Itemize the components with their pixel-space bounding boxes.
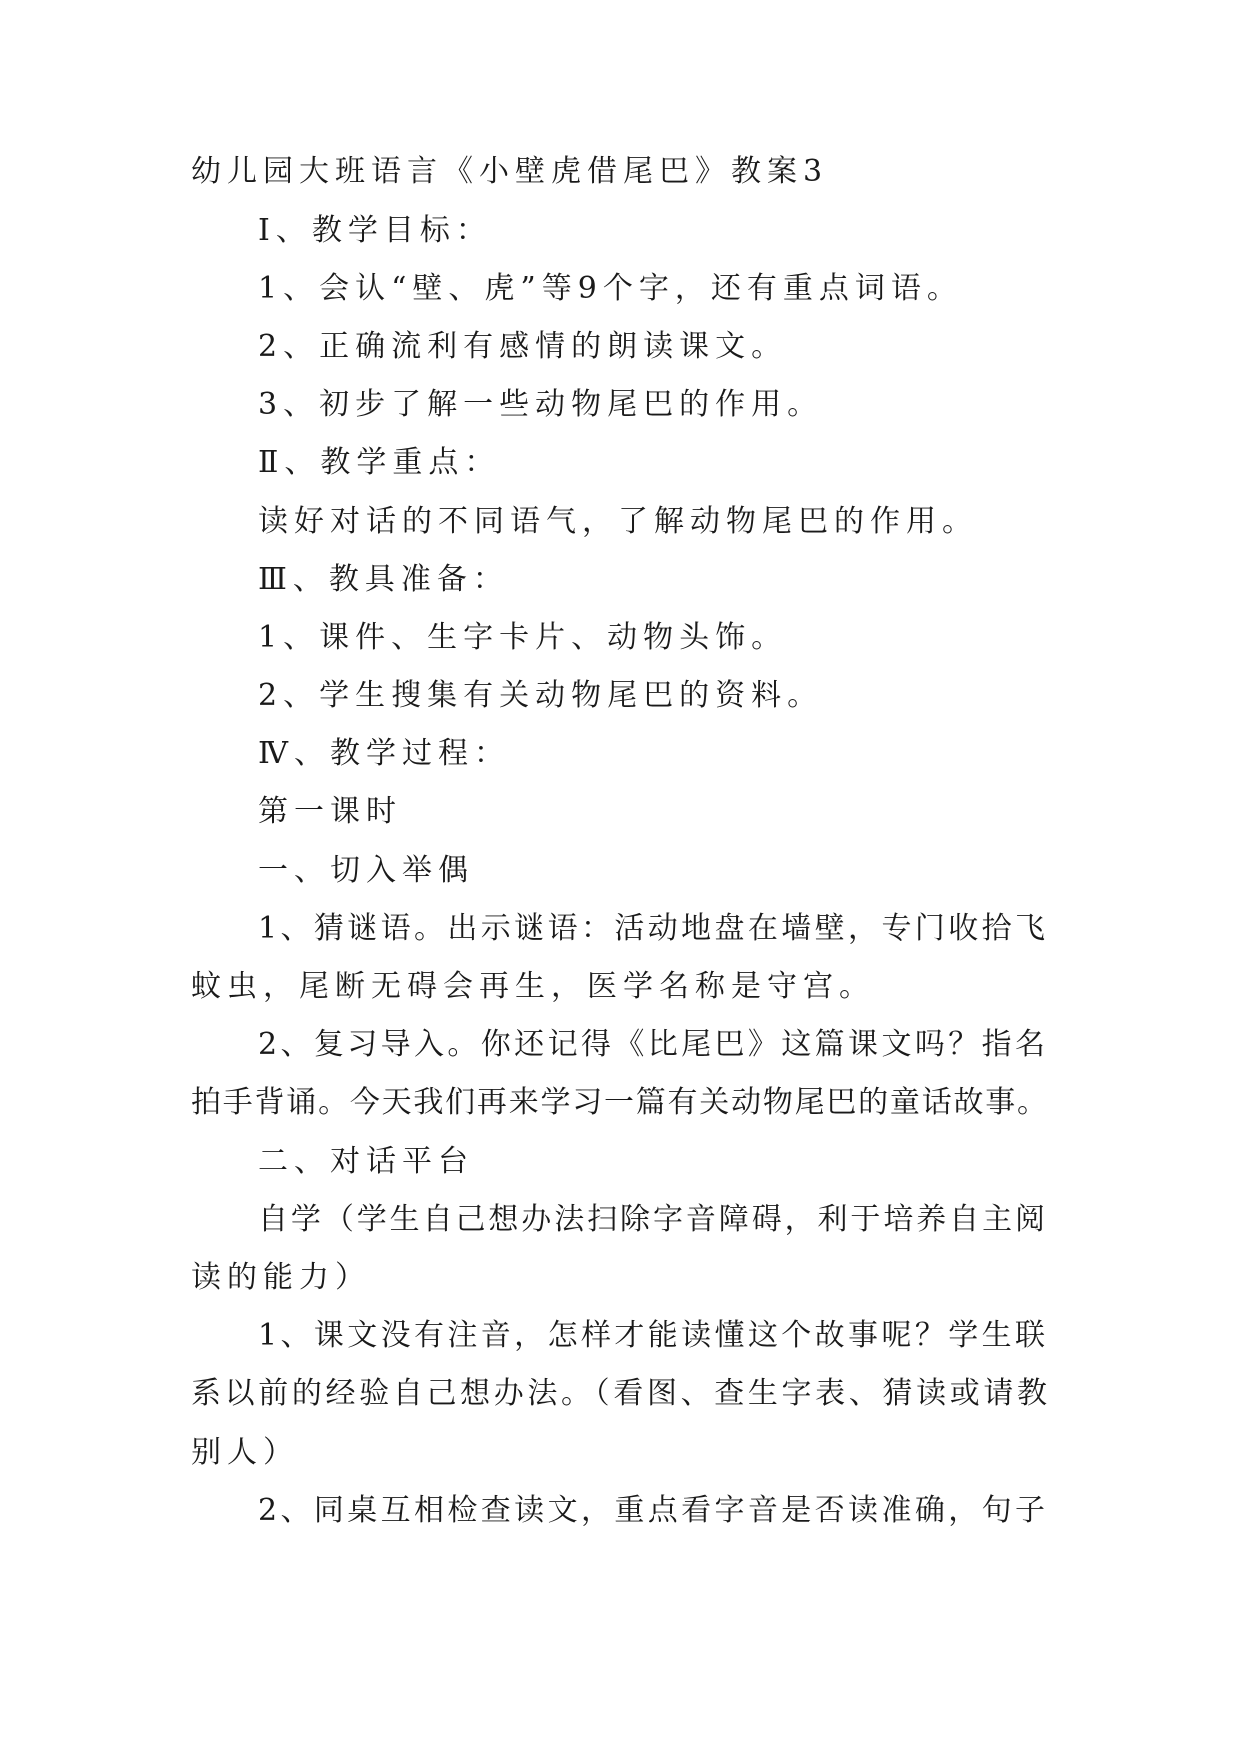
document-title: 幼儿园大班语言《小壁虎借尾巴》教案3 — [191, 154, 829, 189]
section-heading: Ⅰ、教学目标： — [258, 213, 492, 248]
paragraph-line: 2、同桌互相检查读文，重点看字音是否读准确，句子 — [258, 1493, 1049, 1528]
paragraph-line: 2、正确流利有感情的朗读课文。 — [258, 329, 788, 364]
lesson-heading: 第一课时 — [258, 794, 402, 829]
paragraph-line: 1、课件、生字卡片、动物头饰。 — [258, 620, 788, 655]
paragraph-line: 蚊虫，尾断无碍会再生，医学名称是守宫。 — [191, 969, 875, 1004]
section-heading: Ⅱ、教学重点： — [258, 445, 501, 480]
paragraph-line: 1、课文没有注音，怎样才能读懂这个故事呢？学生联 — [258, 1318, 1049, 1353]
section-heading: Ⅲ、教具准备： — [258, 562, 509, 597]
paragraph-line: 3、初步了解一些动物尾巴的作用。 — [258, 387, 824, 422]
subsection-heading: 一、切入举偶 — [258, 853, 474, 888]
paragraph-line: 2、学生搜集有关动物尾巴的资料。 — [258, 678, 824, 713]
section-heading: Ⅳ、教学过程： — [258, 736, 510, 771]
paragraph-line: 别人） — [191, 1435, 299, 1470]
paragraph-line: 拍手背诵。今天我们再来学习一篇有关动物尾巴的童话故事。 — [191, 1085, 1049, 1120]
paragraph-line: 系以前的经验自己想办法。（看图、查生字表、猜读或请教 — [191, 1376, 1051, 1411]
paragraph-line: 读的能力） — [191, 1260, 371, 1295]
subsection-heading: 二、对话平台 — [258, 1144, 474, 1179]
paragraph-line: 1、猜谜语。出示谜语：活动地盘在墙壁，专门收拾飞 — [258, 911, 1049, 946]
paragraph-line: 1、会认“壁、虎”等9个字，还有重点词语。 — [258, 271, 963, 306]
paragraph-line: 自学（学生自己想办法扫除字音障碍，利于培养自主阅 — [258, 1202, 1048, 1237]
paragraph-line: 读好对话的不同语气，了解动物尾巴的作用。 — [258, 504, 978, 539]
paragraph-line: 2、复习导入。你还记得《比尾巴》这篇课文吗？指名 — [258, 1027, 1049, 1062]
